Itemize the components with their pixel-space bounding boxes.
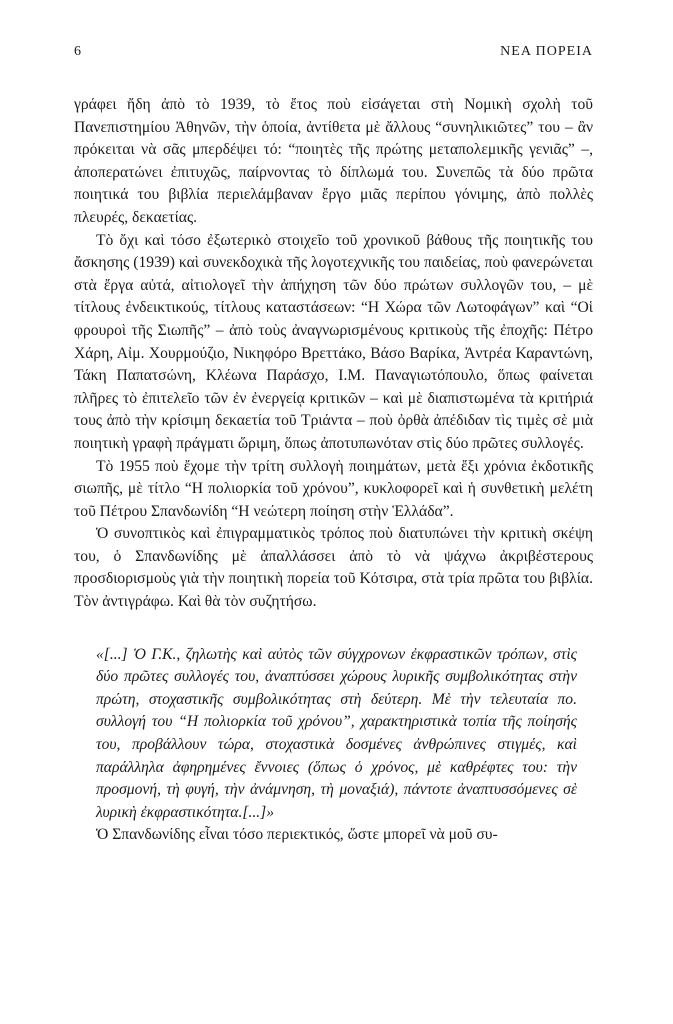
- paragraph: γράφει ἤδη ἀπὸ τὸ 1939, τὸ ἔτος ποὺ εἰσάγεται στὴ Νομικὴ σχολὴ τοῦ Πανεπιστημίου Ἀθηνῶν, τὴν ὁποία, ἀντίθετα μὲ ἄλλους “συνηλικιῶτες” του – ἂν πρόκειται νὰ σᾶς μπερδέψει τό: “ποιητὲς τῆς πρώτης μεταπολεμικῆς γενιᾶς” –, ἀποπερατώνει ἐπιτυχῶς, παίρνοντας τὸ δίπλωμά του. Συνεπῶς τὰ δύο πρῶτα ποιητικά του βιβλία περιελάμβαναν ἔργο μιᾶς περίπου γόνιμης, ἀπὸ πολλὲς πλευρές, δεκαετίας.: [74, 96, 593, 226]
- body-text: [74, 94, 593, 847]
- paragraph: Τὸ ὄχι καὶ τόσο ἐξωτερικὸ στοιχεῖο τοῦ χρονικοῦ βάθους τῆς ποιητικῆς του ἄσκησης (1939) καὶ συνεκδοχικὰ τῆς λογοτεχνικῆς του παιδείας, ποὺ φανερώνεται στὰ ἔργα αὐτά, αἰτιολογεῖ τὴν ἀπήχηση τῶν δύο πρώτων συλλογῶν του, – μὲ τίτλους ἐνδεικτικούς, τίτλους καταστάσεων: “Η Χώρα τῶν Λωτοφάγων” καὶ “Οἱ φρουροὶ τῆς Σιωπῆς” – ἀπὸ τοὺς ἀναγνωρισμένους κριτικοὺς τῆς ἐποχῆς: Πέτρο Χάρη, Αἰμ. Χουρμούζιο, Νικηφόρο Βρεττάκο, Βάσο Βαρίκα, Ἀντρέα Καραντώνη, Τάκη Παπατσώνη, Κλέωνα Παράσχο, Ι.Μ. Παναγιωτόπουλο, ὅπως φαίνεται πλῆρες τὸ ἐπιτελεῖο τῶν ἐν ἐνεργείᾳ κριτικῶν – καὶ μὲ διαπιστωμένα τὰ κριτήριά τους ἀπὸ τὴν κρίσιμη δεκαετία τοῦ Τριάντα – ποὺ ὀρθὰ ἀπέδιδαν τὶς τιμὲς σὲ μιὰ ποιητικὴ γραφὴ πράγματι ὥριμη, ὅπως ἀποτυπωνόταν στὶς δύο πρῶτες συλλογές.: [74, 231, 593, 452]
- paragraph: Ὁ συνοπτικὸς καὶ ἐπιγραμματικὸς τρόπος ποὺ διατυπώνει τὴν κριτικὴ σκέψη του, ὁ Σπανδωνίδης μὲ ἀπαλλάσσει ἀπὸ τὸ νὰ ψάχνω ἀκριβέστερους προσδιορισμοὺς γιὰ τὴν ποιητικὴ πορεία τοῦ Κότσιρα, στὰ τρία πρῶτα του βιβλία. Τὸν ἀντιγράφω. Καὶ θὰ τὸν συζητήσω.: [74, 525, 593, 611]
- running-title: ΝΕΑ ΠΟΡΕΙΑ: [500, 44, 593, 59]
- page-number: 6: [74, 44, 82, 59]
- paragraph: Τὸ 1955 ποὺ ἔχομε τὴν τρίτη συλλογὴ ποιημάτων, μετὰ ἔξι χρόνια ἐκδοτικῆς σιωπῆς, μὲ τίτλο “Η πολιορκία τοῦ χρόνου”, κυκλοφορεῖ καὶ ἡ συνθετικὴ μελέτη τοῦ Πέτρου Σπανδωνίδη “Η νεώτερη ποίηση στὴν Ἑλλάδα”.: [74, 457, 593, 520]
- block-quote: «[...] Ὁ Γ.Κ., ζηλωτὴς καὶ αὐτὸς τῶν σύγχρονων ἐκφραστικῶν τρόπων, στὶς δύο πρῶτες συλλογές του, ἀναπτύσσει χώρους λυρικῆς συμβολικότητας στὴν πρώτη, στοχαστικῆς συμβολικότητας στὴ δεύτερη. Μὲ τὴν τελευταία πο. συλλογή του “Η πολιορκία τοῦ χρόνου”, χαρακτηριστικὰ τοπία τῆς ποίησής του, προβάλλουν τώρα, στοχαστικὰ δοσμένες ἀνθρώπινες στιγμές, καὶ παράλληλα ἀφηρημένες ἔννοιες (ὅπως ὁ χρόνος, μὲ καθρέφτες του: τὴν προσμονή, τὴ φυγή, τὴν ἀνάμνηση, τὴ μοναξιά), πάντοτε ἀναπτυσσόμενες σὲ λυρικὴ ἐκφραστικότητα.[...]»: [96, 645, 577, 821]
- paragraph: Ὁ Σπανδωνίδης εἶναι τόσο περιεκτικός, ὥστε μπορεῖ νὰ μοῦ συ-: [96, 826, 498, 844]
